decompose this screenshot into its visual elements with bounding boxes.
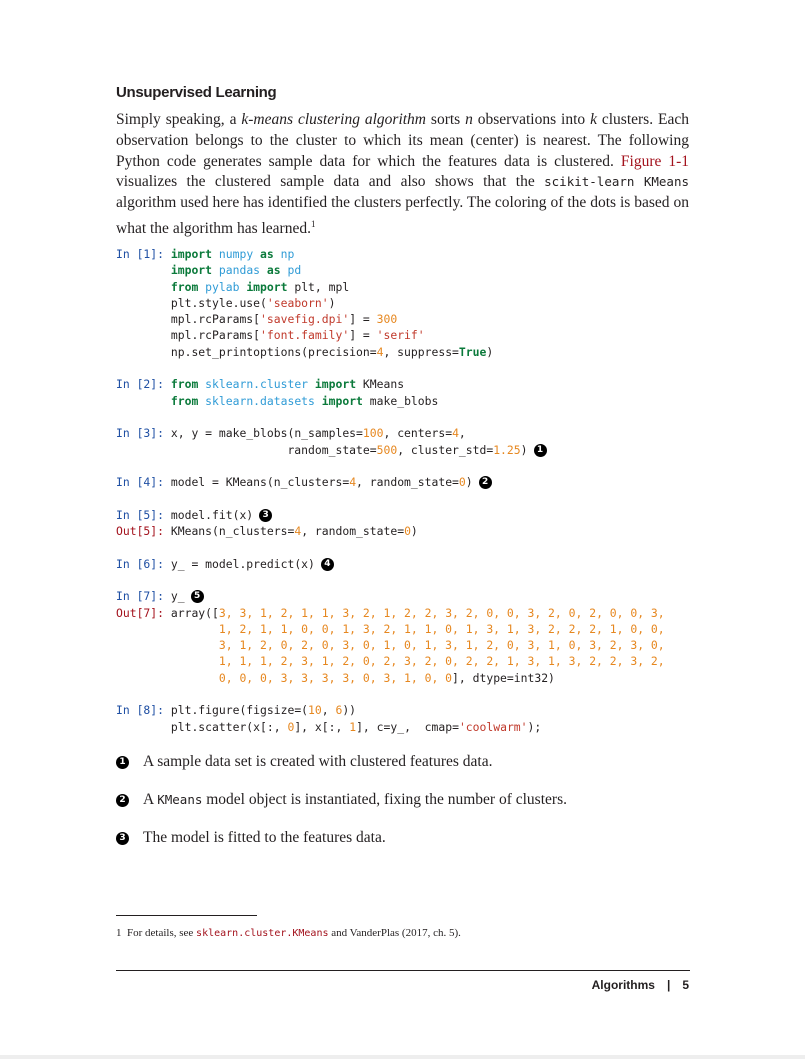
array-row: 3, 3, 1, 2, 1, 1, 3, 2, 1, 2, 2, 3, 2, 0, 0, 3, 2, 0, 2, 0, 0, 3, bbox=[218, 605, 665, 620]
array-row: 1, 1, 1, 2, 3, 1, 2, 0, 2, 3, 2, 0, 2, 2, 1, 3, 1, 3, 2, 2, 3, 2, bbox=[218, 654, 665, 669]
prompt-out: Out[5]: bbox=[116, 524, 171, 539]
note-text: A sample data set is created with clustered features data. bbox=[143, 753, 493, 770]
chapter-name: Algorithms bbox=[591, 978, 655, 992]
code-listing bbox=[116, 246, 665, 751]
inline-code-scikit-learn: scikit-learn bbox=[544, 174, 635, 190]
array-row: 0, 0, 0, 3, 3, 3, 3, 0, 3, 1, 0, 0 bbox=[218, 670, 453, 685]
code-cell-2: In [2]: from sklearn.cluster import KMeans from sklearn.datasets import make_blobs bbox=[116, 377, 439, 408]
prompt-in: In [6]: bbox=[116, 556, 171, 571]
figure-link[interactable]: Figure 1-1 bbox=[620, 152, 689, 170]
callout-badge: 5 bbox=[191, 590, 204, 603]
footer-rule bbox=[116, 970, 690, 971]
callout-badge: 1 bbox=[116, 756, 129, 769]
footnote-code-link[interactable]: sklearn.cluster.KMeans bbox=[196, 928, 329, 939]
code-cell-1: In [1]: import numpy as np import pandas as pd from pylab import plt, mpl plt.style.use('seaborn') mpl.rcParams['savefig.dpi'] = 300 mpl.rcParams['font.family'] = 'serif' np.set_printoptions(precision=4, suppress=True) bbox=[116, 247, 494, 359]
array-row: 1, 2, 1, 1, 0, 0, 1, 3, 2, 1, 1, 0, 1, 3, 1, 3, 2, 2, 2, 1, 0, 0, bbox=[218, 621, 665, 636]
code-cell-8: In [8]: plt.figure(figsize=(10, 6)) plt.scatter(x[:, 0], x[:, 1], c=y_, cmap='coolwarm'); bbox=[116, 703, 542, 734]
callout-badge: 4 bbox=[321, 558, 334, 571]
prompt-in: In [1]: bbox=[116, 247, 171, 261]
callout-badge: 2 bbox=[116, 794, 129, 807]
prompt-in: In [2]: bbox=[116, 377, 171, 392]
prompt-in: In [8]: bbox=[116, 703, 171, 718]
note-item bbox=[116, 752, 696, 772]
code-cell-4: In [4]: model = KMeans(n_clusters=4, random_state=0) 2 bbox=[116, 474, 665, 490]
footnote: 1 For details, see sklearn.cluster.KMeans and VanderPlas (2017, ch. 5). bbox=[116, 927, 461, 939]
code-cell-6: In [6]: y_ = model.predict(x) 4 bbox=[116, 556, 665, 572]
prompt-in: In [5]: bbox=[116, 507, 171, 522]
callout-badge: 3 bbox=[116, 832, 129, 845]
array-row: 3, 1, 2, 0, 2, 0, 3, 0, 1, 0, 1, 3, 1, 2, 0, 3, 1, 0, 3, 2, 3, 0, bbox=[218, 638, 665, 653]
callout-badge: 1 bbox=[534, 444, 547, 457]
inline-code-kmeans: KMeans bbox=[643, 174, 690, 190]
note-text: The model is fitted to the features data. bbox=[143, 829, 386, 846]
prompt-out: Out[7]: bbox=[116, 605, 171, 620]
page-footer: Algorithms | 5 bbox=[591, 978, 689, 992]
code-cell-3: In [3]: x, y = make_blobs(n_samples=100, centers=4, random_state=500, cluster_std=1.25) 1 bbox=[116, 425, 665, 458]
note-item bbox=[116, 828, 696, 848]
prompt-in: In [4]: bbox=[116, 475, 171, 490]
note-item bbox=[116, 790, 696, 810]
callout-badge: 2 bbox=[479, 476, 492, 489]
footnote-rule bbox=[116, 915, 257, 916]
page-bottom-strip bbox=[0, 1055, 805, 1059]
intro-paragraph: Simply speaking, a k-means clustering algorithm sorts n observations into k clusters. Each observation belongs to the cluster to which its mean (center) is nearest. The following Python code generates sample data for which the features data is clustered. Figure 1-1 visualizes the clustered sample data and also shows that the scikit-learn KMeans algorithm used here has identified the clusters perfectly. The coloring of the dots is based on what the algorithm has learned.$^1$ bbox=[116, 111, 690, 238]
page-number: 5 bbox=[682, 978, 689, 992]
prompt-in: In [7]: bbox=[116, 589, 171, 604]
prompt-in: In [3]: bbox=[116, 426, 171, 441]
note-text: A KMeans model object is instantiated, fixing the number of clusters. bbox=[143, 791, 567, 808]
section-heading: Unsupervised Learning bbox=[116, 84, 277, 101]
footnote-ref[interactable]: 1 bbox=[310, 218, 316, 229]
code-cell-5: In [5]: model.fit(x) 3 Out[5]: KMeans(n_clusters=4, random_state=0) bbox=[116, 507, 418, 539]
callout-badge: 3 bbox=[259, 509, 272, 522]
callout-notes bbox=[116, 752, 696, 866]
code-cell-7: In [7]: y_ 5 Out[7]: array([3, 3, 1, 2, 1, 1, 3, 2, 1, 2, 2, 3, 2, 0, 0, 3, 2, 0, 2, 0, 0, 3, 1, 2, 1, 1, 0, 0, 1, 3, 2, 1, 1, 0, 1, 3, 1, 3, 2, 2, 2, 1, 0, 0, 3, 1, 2, 0, 2, 0, 3, 0, 1, 0, 1, 3, 1, 2, 0, 3, 1, 0, 3, 2, 3, 0, 1, 1, 1, 2, 3, 1, 2, 0, 2, 3, 2, 0, 2, 2, 1, 3, 1, 3, 2, 2, 3, 2, 0, 0, 0, 3, 3, 3, 3, 0, 3, 1, 0, 0], dtype=int32) bbox=[116, 589, 665, 685]
